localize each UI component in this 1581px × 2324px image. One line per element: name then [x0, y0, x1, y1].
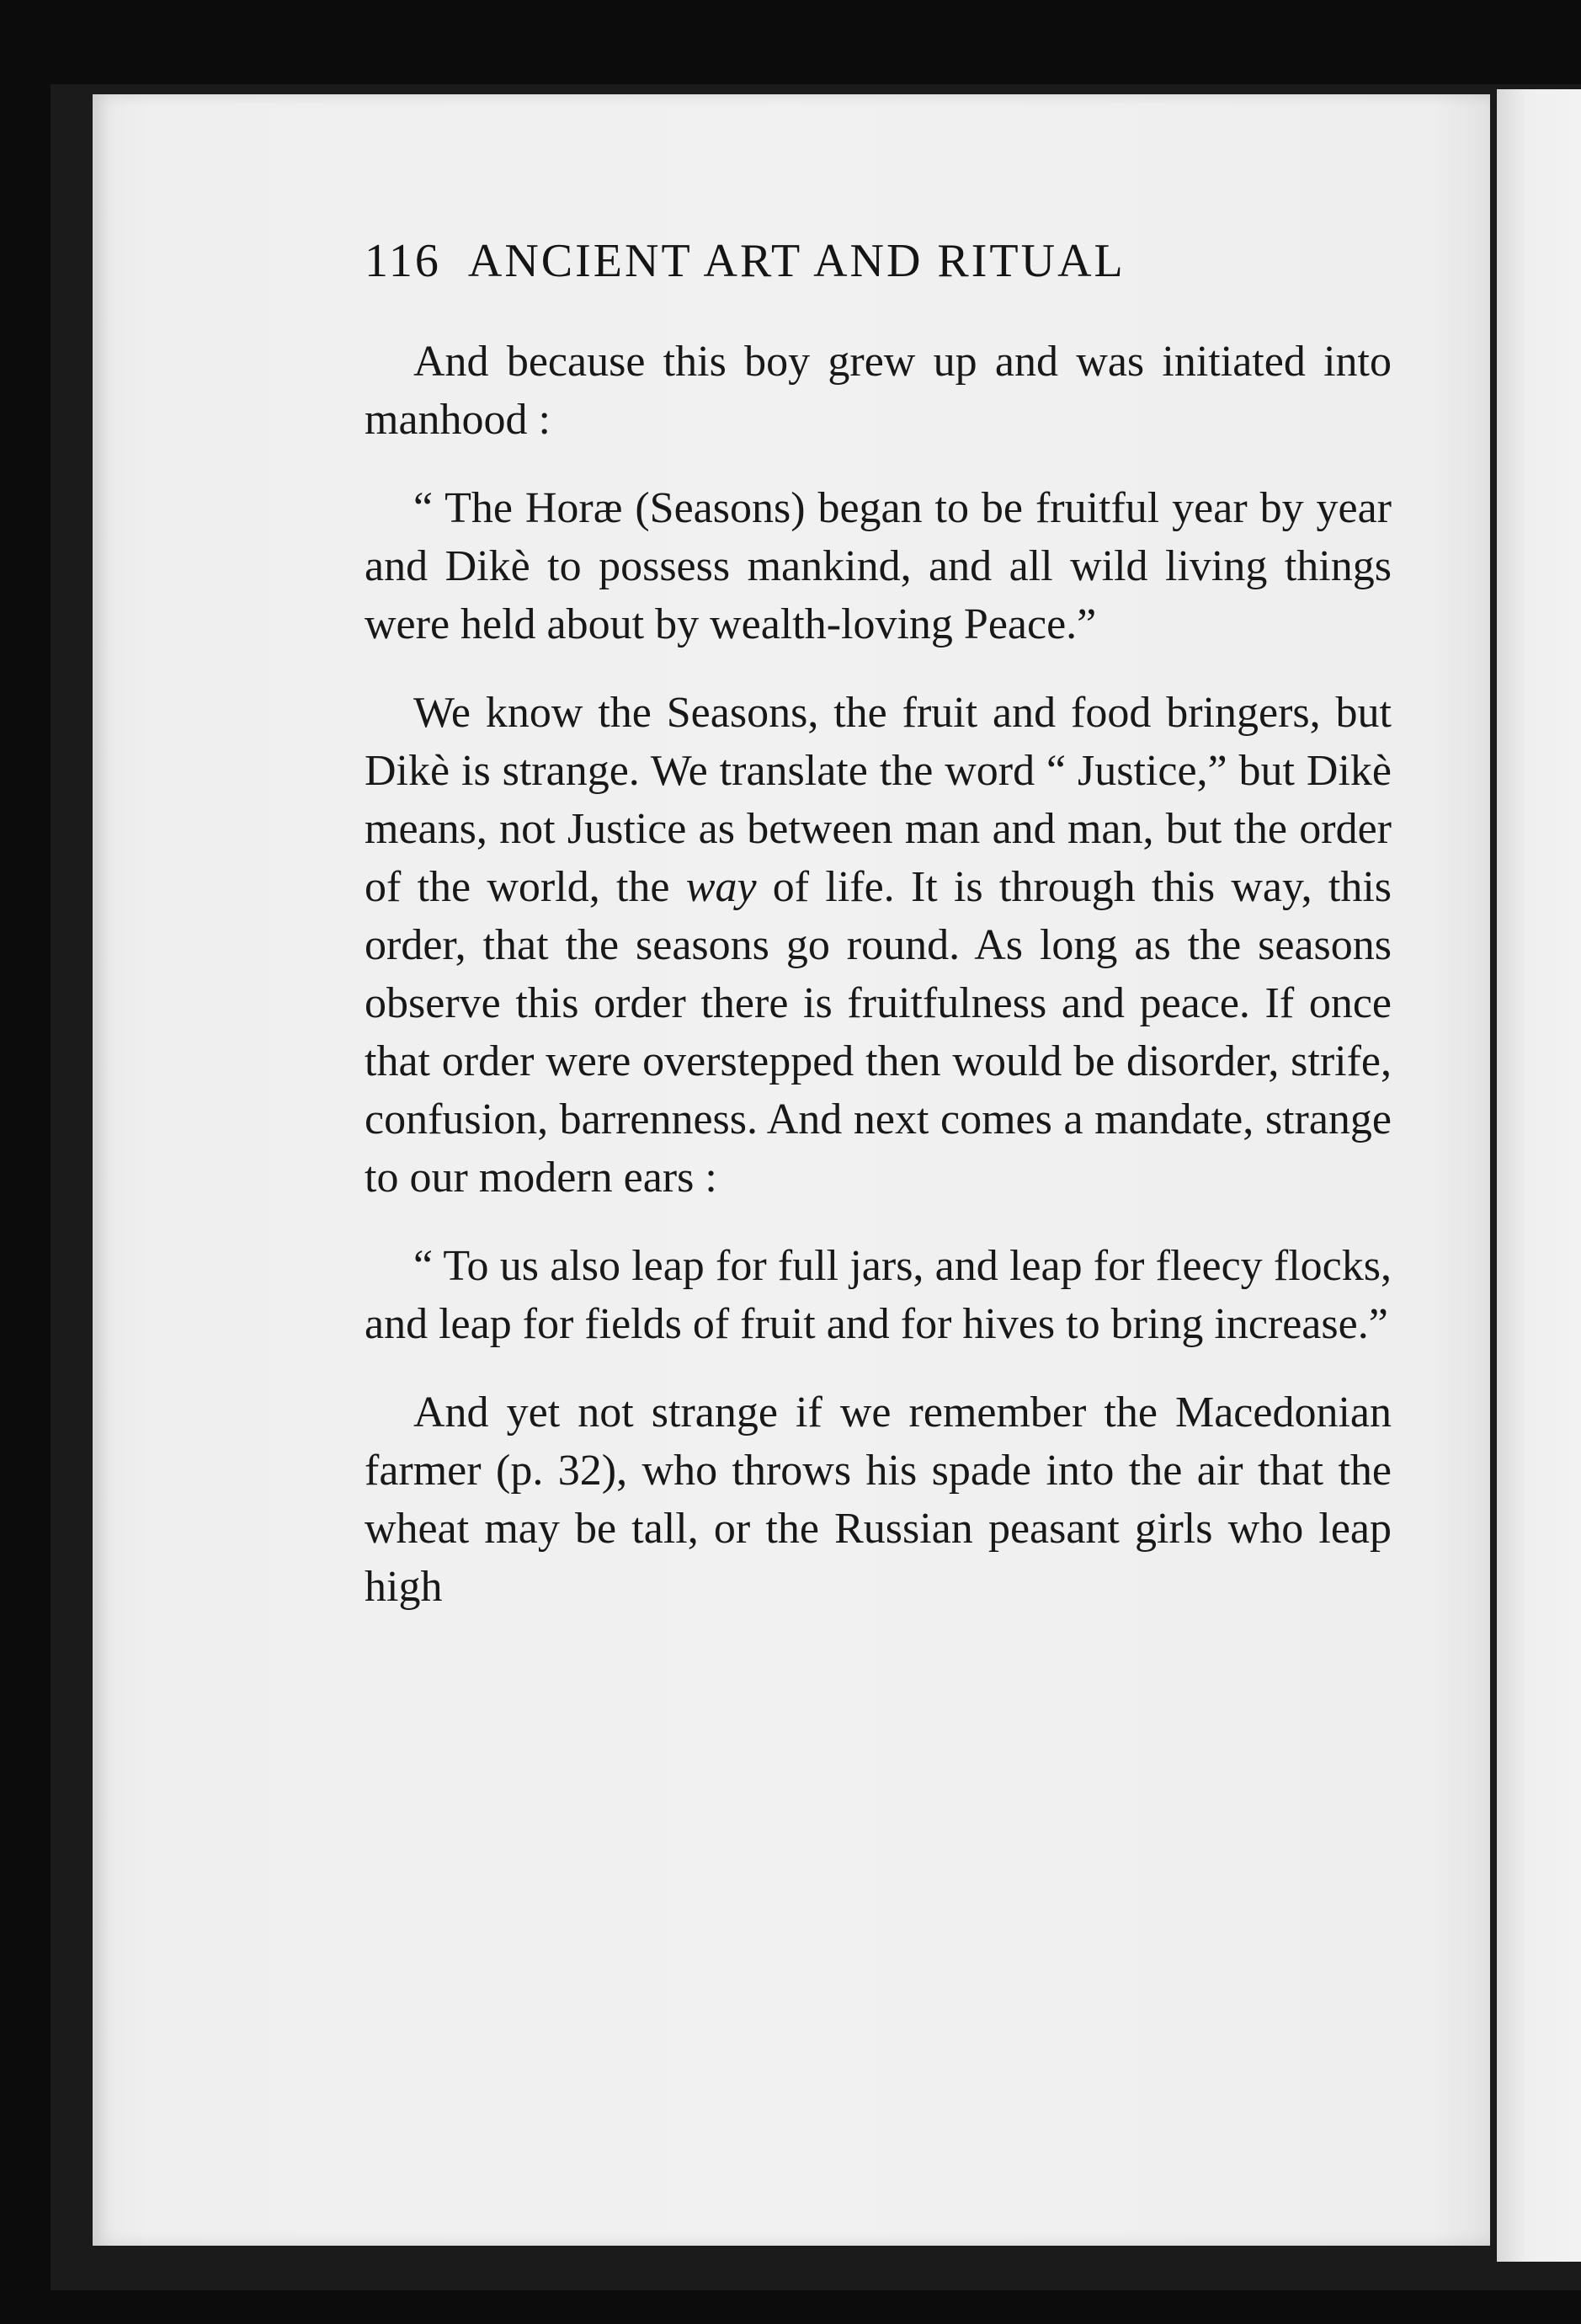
- facing-page-edge: [1497, 89, 1581, 2262]
- page-number: 116: [365, 235, 441, 287]
- paragraph-text: of life. It is through this way, this order, that the seasons go round. As long as the seasons observe this order there is fruitfulness and peace. If once that order were overstepped then would be disorder, strife, confusion, barrenness. And next comes a mandate, strange to our modern ears :: [365, 863, 1392, 1202]
- quotation: “ The Horæ (Seasons) began to be fruitful year by year and Dikè to possess mankind, and all wild living things were held about by wealth-loving Peace.”: [365, 484, 1392, 648]
- running-title: ANCIENT ART AND RITUAL: [467, 235, 1126, 287]
- running-head: [365, 234, 1248, 288]
- paragraph: [365, 684, 1392, 1207]
- paragraph-text: We know the Seasons, the fruit and food bringers, but Dikè is strange. We translate the word “ Justice,” but Dikè means, not Justice as between man and man, but the order of the world, the: [365, 689, 1392, 911]
- paragraph: And because this boy grew up and was initiated into manhood :: [365, 338, 1392, 444]
- quotation: “ To us also leap for full jars, and leap for fleecy flocks, and leap for fields of fruit and for hives to bring increase.”: [365, 1242, 1392, 1348]
- paragraph: And yet not strange if we remember the Macedonian farmer (p. 32), who throws his spade into the air that the wheat may be tall, or the Russian peasant girls who leap high: [365, 1389, 1392, 1611]
- body-text: [365, 333, 1392, 1646]
- emphasized-word: way: [685, 863, 757, 911]
